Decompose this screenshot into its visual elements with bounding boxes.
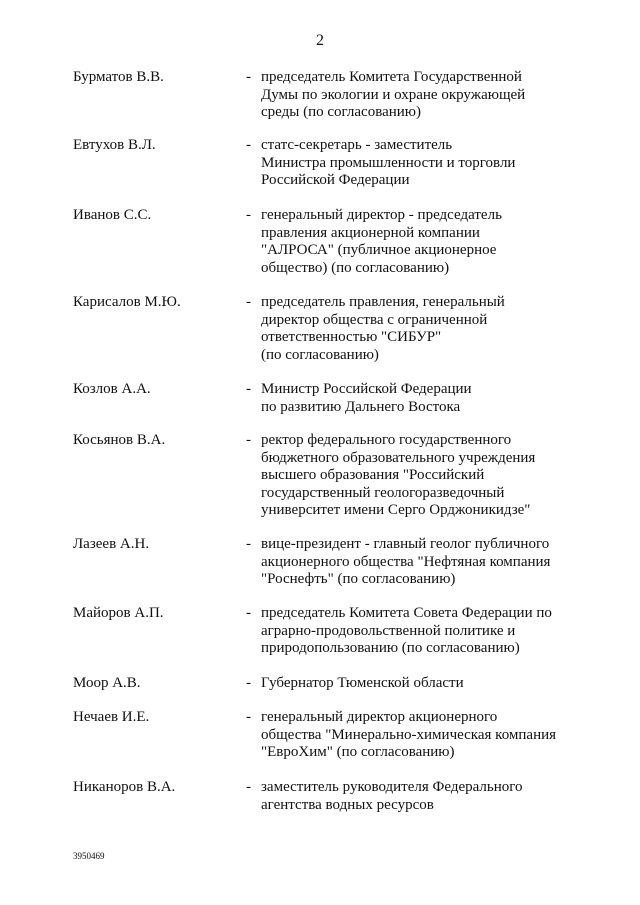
position-line: директор общества с ограниченной [261, 311, 488, 328]
separator-dash: - [246, 536, 251, 552]
position-line: акционерного общества "Нефтяная компания [261, 553, 551, 570]
position-line: вице-президент - главный геолог публичного [261, 536, 550, 552]
position-line: агентства водных ресурсов [261, 796, 434, 813]
member-position [261, 207, 581, 277]
separator-dash: - [246, 69, 251, 85]
separator-dash: - [246, 605, 251, 621]
separator-dash: - [246, 709, 251, 725]
member-position [261, 381, 581, 416]
position-line: среды (по согласованию) [261, 104, 421, 120]
separator-dash: - [246, 432, 251, 448]
position-line: заместитель руководителя Федерального [261, 779, 523, 795]
position-line: правления акционерной компании [261, 224, 480, 241]
member-name: Косьянов В.А. [73, 432, 166, 448]
position-line: природопользованию (по согласованию) [261, 640, 520, 656]
separator-dash: - [246, 779, 251, 795]
position-line: (по согласованию) [261, 346, 379, 363]
position-line: Российской Федерации [261, 172, 410, 188]
position-line: Министр Российской Федерации [261, 381, 472, 397]
position-line: председатель Комитета Государственной [261, 69, 522, 85]
member-name: Лазеев А.Н. [73, 536, 150, 552]
separator-dash: - [246, 675, 251, 691]
position-line: "ЕвроХим" (по согласованию) [261, 744, 455, 760]
separator-dash: - [246, 294, 251, 310]
position-line: бюджетного образовательного учреждения [261, 449, 536, 466]
position-line: Министра промышленности и торговли [261, 154, 516, 171]
member-name: Иванов С.С. [73, 207, 152, 223]
member-name: Карисалов М.Ю. [73, 294, 181, 310]
position-line: общества "Минерально-химическая компания [261, 726, 557, 743]
page-number: 2 [316, 32, 324, 49]
member-name: Майоров А.П. [73, 605, 164, 621]
position-line: генеральный директор акционерного [261, 709, 498, 725]
member-position [261, 137, 581, 190]
member-position [261, 709, 581, 762]
position-line: аграрно-продовольственной политике и [261, 622, 516, 639]
member-name: Евтухов В.Л. [73, 137, 156, 153]
position-line: университет имени Серго Орджоникидзе" [261, 502, 531, 518]
position-line: Губернатор Тюменской области [261, 675, 464, 691]
separator-dash: - [246, 381, 251, 397]
position-line: государственный геологоразведочный [261, 484, 505, 501]
member-position [261, 605, 581, 658]
position-line: статс-секретарь - заместитель [261, 137, 453, 153]
member-position [261, 536, 581, 589]
position-line: председатель правления, генеральный [261, 294, 505, 310]
position-line: председатель Комитета Совета Федерации по [261, 605, 552, 621]
member-position [261, 432, 581, 520]
position-line: "АЛРОСА" (публичное акционерное [261, 242, 497, 258]
member-name: Нечаев И.Е. [73, 709, 150, 725]
position-line: по развитию Дальнего Востока [261, 398, 461, 415]
member-position [261, 294, 581, 364]
member-name: Моор А.В. [73, 675, 141, 691]
member-position [261, 69, 581, 122]
separator-dash: - [246, 207, 251, 223]
member-position [261, 675, 581, 693]
member-position [261, 779, 581, 814]
member-name: Никаноров В.А. [73, 779, 176, 795]
position-line: общество) (по согласованию) [261, 259, 450, 276]
separator-dash: - [246, 137, 251, 153]
position-line: Думы по экологии и охране окружающей [261, 86, 526, 103]
position-line: высшего образования "Российский [261, 467, 485, 483]
member-name: Козлов А.А. [73, 381, 151, 397]
position-line: ректор федерального государственного [261, 432, 512, 448]
document-code: 3950469 [73, 851, 105, 861]
member-name: Бурматов В.В. [73, 69, 164, 85]
position-line: генеральный директор - председатель [261, 207, 502, 223]
position-line: ответственностью "СИБУР" [261, 329, 442, 345]
position-line: "Роснефть" (по согласованию) [261, 571, 456, 587]
